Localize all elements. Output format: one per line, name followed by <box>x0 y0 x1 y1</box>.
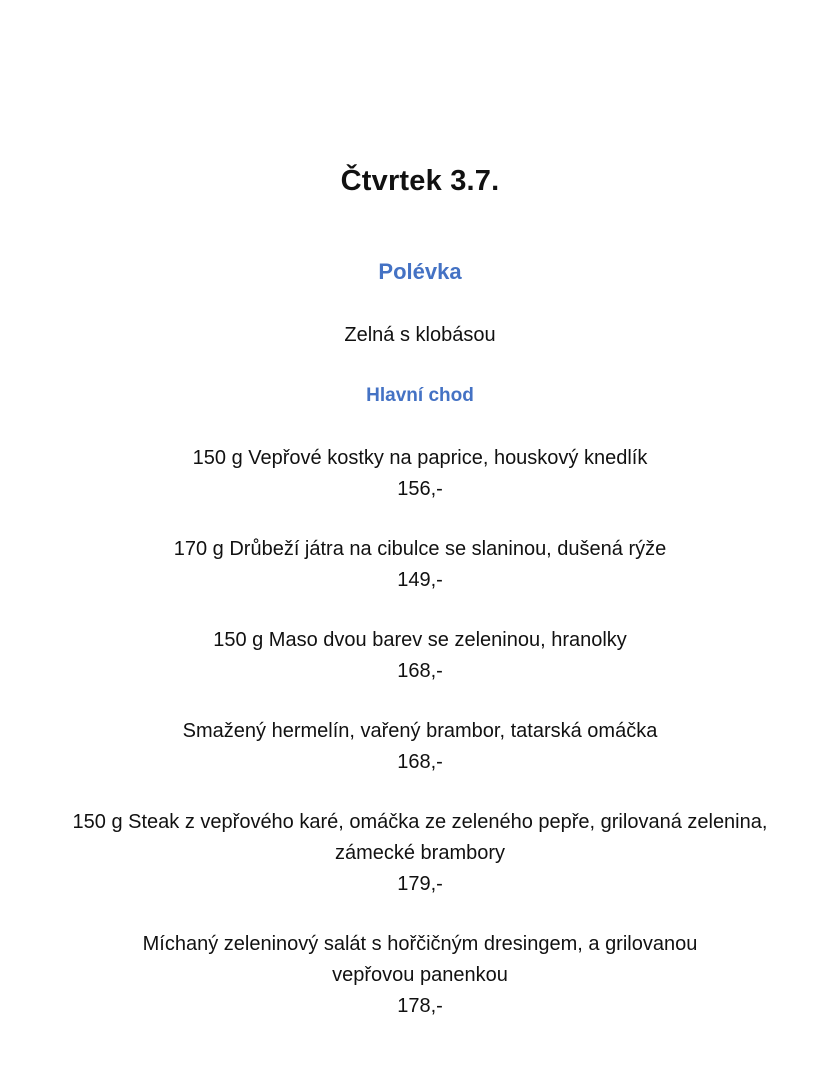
menu-item-6-name-line-1: Míchaný zeleninový salát s hořčičným dresingem, a grilovanou <box>142 933 698 955</box>
menu-item-2-name: 170 g Drůbeží játra na cibulce se slaninou, dušená rýže <box>173 538 667 560</box>
soup-heading: Polévka <box>378 259 462 284</box>
menu-item-5-price: 179,- <box>397 873 443 895</box>
menu-item-1-price: 156,- <box>397 478 443 500</box>
main-course-heading: Hlavní chod <box>366 385 474 406</box>
menu-item-5-name-line-2: zámecké brambory <box>334 842 506 864</box>
menu-item-2-price: 149,- <box>397 569 443 591</box>
menu-item-5-name-line-1: 150 g Steak z vepřového karé, omáčka ze zeleného pepře, grilovaná zelenina, <box>72 811 768 833</box>
page-title: Čtvrtek 3.7. <box>340 165 500 197</box>
menu-item-1-name: 150 g Vepřové kostky na paprice, houskový knedlík <box>192 447 648 469</box>
menu-item-3-price: 168,- <box>397 660 443 682</box>
soup-item: Zelná s klobásou <box>344 324 496 346</box>
menu-item-6-price: 178,- <box>397 995 443 1017</box>
menu-item-6-name-line-2: vepřovou panenkou <box>332 964 508 986</box>
menu-item-3-name: 150 g Maso dvou barev se zeleninou, hranolky <box>213 629 627 651</box>
menu-item-4-name: Smažený hermelín, vařený brambor, tatarská omáčka <box>182 720 658 742</box>
menu-item-4-price: 168,- <box>397 751 443 773</box>
